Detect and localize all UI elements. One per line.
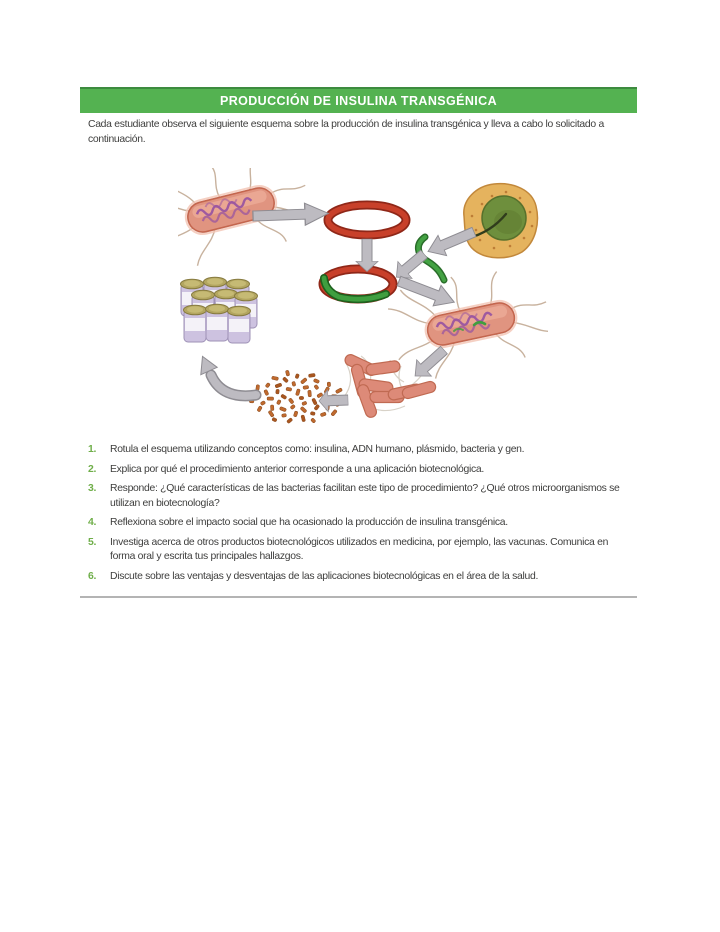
arrow-colony-to-insulin bbox=[319, 389, 349, 412]
task-text: Investiga acerca de otros productos biotecnológicos utilizados en medicina, por ejemplo, las vacunas. Comunica en forma oral y escrita tus principales hallazgos. bbox=[110, 536, 609, 562]
task-item-3 bbox=[88, 482, 633, 511]
task-number: 2. bbox=[88, 463, 97, 475]
donor-bacterium bbox=[178, 168, 318, 274]
task-text: Rotula el esquema utilizando conceptos como: insulina, ADN humano, plásmido, bacteria y gen. bbox=[110, 444, 525, 455]
insulin-vials bbox=[181, 277, 258, 343]
task-text: Responde: ¿Qué características de las bacterias facilitan este tipo de procedimiento? ¿Qué otros microorganismos se utilizan en biotecnología? bbox=[110, 483, 620, 509]
task-text: Discute sobre las ventajas y desventajas de las aplicaciones biotecnológicas en el área de la salud. bbox=[110, 570, 539, 582]
intro-text: Cada estudiante observa el siguiente esquema sobre la producción de insulina transgénica y lleva a cabo lo solicitado a continuación. bbox=[88, 119, 604, 145]
task-item-5 bbox=[88, 536, 633, 565]
bottom-divider bbox=[80, 596, 637, 598]
plasmid bbox=[328, 205, 406, 235]
task-list bbox=[88, 443, 633, 589]
recombinant-plasmid bbox=[323, 269, 393, 299]
task-number: 3. bbox=[88, 483, 97, 494]
task-number: 6. bbox=[88, 570, 97, 582]
arrow-insulin-to-vials bbox=[201, 356, 256, 395]
task-number: 4. bbox=[88, 517, 97, 528]
task-text: Reflexiona sobre el impacto social que ha ocasionado la producción de insulina transgénica. bbox=[110, 517, 508, 528]
task-item-2 bbox=[88, 463, 633, 478]
human-cell bbox=[464, 184, 538, 258]
section-header-bar bbox=[80, 87, 637, 113]
insulin-production-diagram bbox=[178, 168, 548, 443]
task-text: Explica por qué el procedimiento anterior corresponde a una aplicación biotecnológica. bbox=[110, 463, 484, 475]
task-item-1 bbox=[88, 443, 633, 458]
arrow-bacterium-to-colony bbox=[408, 342, 452, 384]
task-item-4 bbox=[88, 516, 633, 531]
task-item-6 bbox=[88, 570, 633, 585]
task-number: 1. bbox=[88, 444, 97, 455]
task-number: 5. bbox=[88, 536, 97, 548]
page-title: PRODUCCIÓN DE INSULINA TRANSGÉNICA bbox=[219, 94, 498, 108]
diagram-container bbox=[178, 168, 548, 443]
